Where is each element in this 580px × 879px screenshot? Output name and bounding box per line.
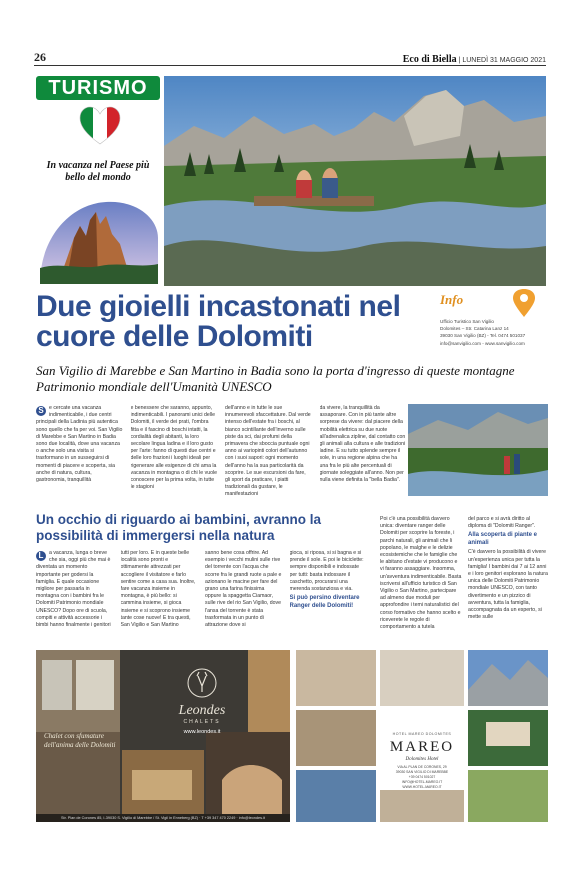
section-column: sanno bene cosa offrire. Ad esempio i vecchi mulini sulle rive del torrente con l'acqua che scorre fra le grandi ruote a pale e azionano le macine per fare del grano una farina finissima oppure la spaggetta Ciamaor, sulle rive del rio San Vigilio, dove l'ansa del torrente è stata trasformata in un punto di attrazione dove si	[205, 550, 282, 629]
address-line: 39030 SAN VIGILIO DI MAREBBE	[395, 770, 449, 774]
issue-date: LUNEDÌ 31 MAGGIO 2021	[462, 57, 546, 64]
address-line: VIA AL PLAN DE CORONES, 29	[397, 765, 447, 769]
leondes-url: www.leondes.it	[183, 729, 221, 735]
article-title: Due gioielli incastonati nel cuore delle Dolomiti	[36, 290, 401, 353]
photo-family-stream	[408, 404, 548, 496]
mareo-name: MAREO	[389, 739, 455, 755]
article-subtitle: San Vigilio di Marebbe e San Martino in Badia sono la porta d'ingresso di queste montagne Patrimonio mondiale dell'Umanità UNESCO	[36, 363, 515, 394]
section-heading: Un occhio di riguardo ai bambini, avranno la possibilità di immergersi nella natura	[36, 512, 322, 543]
newspaper-name: Eco di Biella	[402, 54, 457, 65]
location-pin-icon	[512, 288, 536, 318]
leondes-name: Leondes	[178, 703, 226, 718]
article-column: da vivere, la tranquillità da assaporare. Con in più tante altre sorprese da vivere: dal piacere della mobilità elettrica su due ruote all'adrenalica zipline, dal contatto con gli animali alla cultura e alle tradizioni ladine. E su tutto splende sempre il sole, in una regione alpina che ha una fra le più alte percentuali di giornate soleggiate all'anno. Non per nulla viene definita la "bella Badia".	[319, 405, 406, 484]
dropcap: L	[36, 551, 46, 561]
leondes-chalets-label: CHALETS	[183, 719, 221, 725]
masthead: Eco di Biella | LUNEDÌ 31 MAGGIO 2021	[402, 54, 546, 65]
page-number: 26	[34, 50, 46, 64]
section-column: tutti per loro. E in queste belle località sono pronti e ottimamente attrezzati per accogliere il visitatore e farlo sentire come a casa sua. Inoltre, fare vacanza insieme in montagna, è più bello: si cammina insieme, si gioca insieme e si scoprono insieme tante cose nuove! E tra questi, San Vigilio e San Martino	[120, 550, 196, 629]
mareo-top-label: HOTEL MAREO DOLOMITES	[392, 732, 452, 736]
leondes-script: Chalet con sfumature dell'anima delle Dolomiti	[44, 732, 116, 749]
mareo-brand	[380, 732, 464, 790]
dolomites-illustration	[40, 198, 158, 284]
mareo-script: Dolomites Hotel	[405, 757, 439, 762]
ad-hotel-mareo	[296, 650, 548, 822]
italy-heart-icon	[78, 104, 122, 148]
leondes-brand	[162, 668, 242, 735]
info-box	[440, 292, 548, 347]
article-column: dell'anno e in tutte le sue innumerevoli sfaccettature. Dal verde intenso dell'estate fra i boschi, al bianco scintillante dell'inverno sulle piste da sci, dai profumi della primavera che sboccia puntuale ogni anno ai variopinti colori dell'autunno con i suoi sapori: ogni momento dell'anno ha la sua particolarità da scoprire. Le sue escursioni da fare, gli sport da praticare, i piatti tradizionali da gustare, le manifestazioni	[225, 405, 311, 498]
article-column: e benessere che saranno, appunto, indimenticabili. I panorami unici delle Dolomiti, il verde dei prati, l'ombra fitta e il fascino di boschi intatti, la cordialità degli abitanti, la loro secolare lingua ladina e il loro gusto per l'arte: fanno di questi due centri e delle loro frazioni i luoghi ideali per rigenerare alle esigenze di chi ama la vacanza in montagna o di chi le vuole conoscere per la prima volta, in tutte le stagioni	[130, 405, 217, 491]
article-body	[36, 405, 406, 507]
mareo-address	[380, 765, 464, 790]
deer-logo-icon	[187, 668, 217, 698]
address-line: +39 0474 501027	[408, 775, 436, 779]
logo-title: TURISMO	[36, 76, 160, 100]
nature-subheading: Alla scoperta di piante e animali	[468, 532, 538, 546]
info-lines	[440, 318, 548, 347]
info-line: Ufficio Turistico San Vigilio	[440, 319, 494, 324]
column-text: a vacanza, lunga o breve che sia, oggi più che mai è diventata un momento importante per godersi la famiglia. E quale occasione migliore per passarla in montagna con i bambini fra le Dolomiti Patrimonio mondiale UNESCO? Dopo ore di scuola, compiti e attività accessorie i bimbi hanno finalmente i genitori	[36, 550, 111, 629]
section-body	[36, 550, 366, 644]
address-line: INFO@HOTEL-MAREO.IT	[401, 780, 443, 784]
info-line: info@sanvigilio.com - www.sanvigilio.com	[440, 340, 525, 346]
logo-tagline: In vacanza nel Paese più bello del mondo	[46, 160, 150, 183]
article-column	[36, 405, 123, 507]
turismo-logo	[36, 76, 160, 158]
dropcap: S	[36, 406, 46, 416]
info-line: Dolomites – Str. Catarina Lanz 14	[440, 326, 509, 332]
section-column-ranger: Poi c'è una possibilità davvero unica: diventare ranger delle Dolomiti per scoprire la foreste, i parchi naturali, gli animali che li popolano, le malghe e le delizie ecosistemiche che le famiglie che le abitano d'estate vi producono e vi faranno assaggiare. Insomma, un'avventura indimenticabile. Basta iscriversi all'ufficio turistico di San Vigilio o San Martino, partecipare ad almeno due moduli per approfondire i temi naturalistici del corso formativo che hanno scelto e riceverete le regole di comportamento a tutela	[380, 516, 462, 631]
address-line: WWW.HOTEL-MAREO.IT	[402, 785, 442, 789]
ad-leondes-chalets	[36, 650, 290, 822]
page-header	[34, 52, 546, 66]
column-text: C'è davvero la possibilità di vivere un'esperienza unica per tutta la famiglia! I bambini dai 7 ai 12 anni e i loro genitori esplorano la natura unica delle Dolomiti Patrimonio mondiale UNESCO, con tanto divertimento e un pizzico di avventura, tutta la famiglia, accompagnata da un esperto, si mette sulle	[468, 549, 548, 621]
section-column	[290, 550, 367, 644]
info-title: Info	[440, 292, 464, 307]
info-line: 39030 San Vigilio (BZ) - Tel. 0474 501037	[440, 333, 526, 339]
column-text: e cercate una vacanza indimenticabile, i due centri principali della Ladinia più autentica sono quello che fa per voi. San Vigilio di Marebbe e San Martino in Badia sono due località, dove una vacanza o anche solo una visita si trasformano in un susseguirsi di momenti di piacere e scoperta, sia anche di natura, cultura, gastronomia, tranquillità	[36, 405, 123, 484]
section-column-nature	[468, 516, 548, 646]
ranger-subheading: Si può persino diventare Ranger delle Dolomiti!	[289, 595, 360, 609]
column-text: del parco e si avrà diritto al diploma di "Dolomiti Ranger".	[468, 516, 536, 530]
column-text: gioca, si riposa, si si bagna e si prende il sole. E poi le biciclette: sempre disponibili e indossate per tutti: basta indossare il caschetto, procurarsi una merenda sostanziosa e via.	[289, 550, 364, 593]
hero-photo-hikers-dolomites	[164, 76, 546, 286]
section-column	[36, 550, 113, 644]
leondes-footer: Str. Plan de Corones 85, I-39030 S. Vigilio di Marebbe / St. Vigil in Enneberg (BZ) · T +39 347 470 2249 · info@leondes.it	[36, 814, 290, 822]
